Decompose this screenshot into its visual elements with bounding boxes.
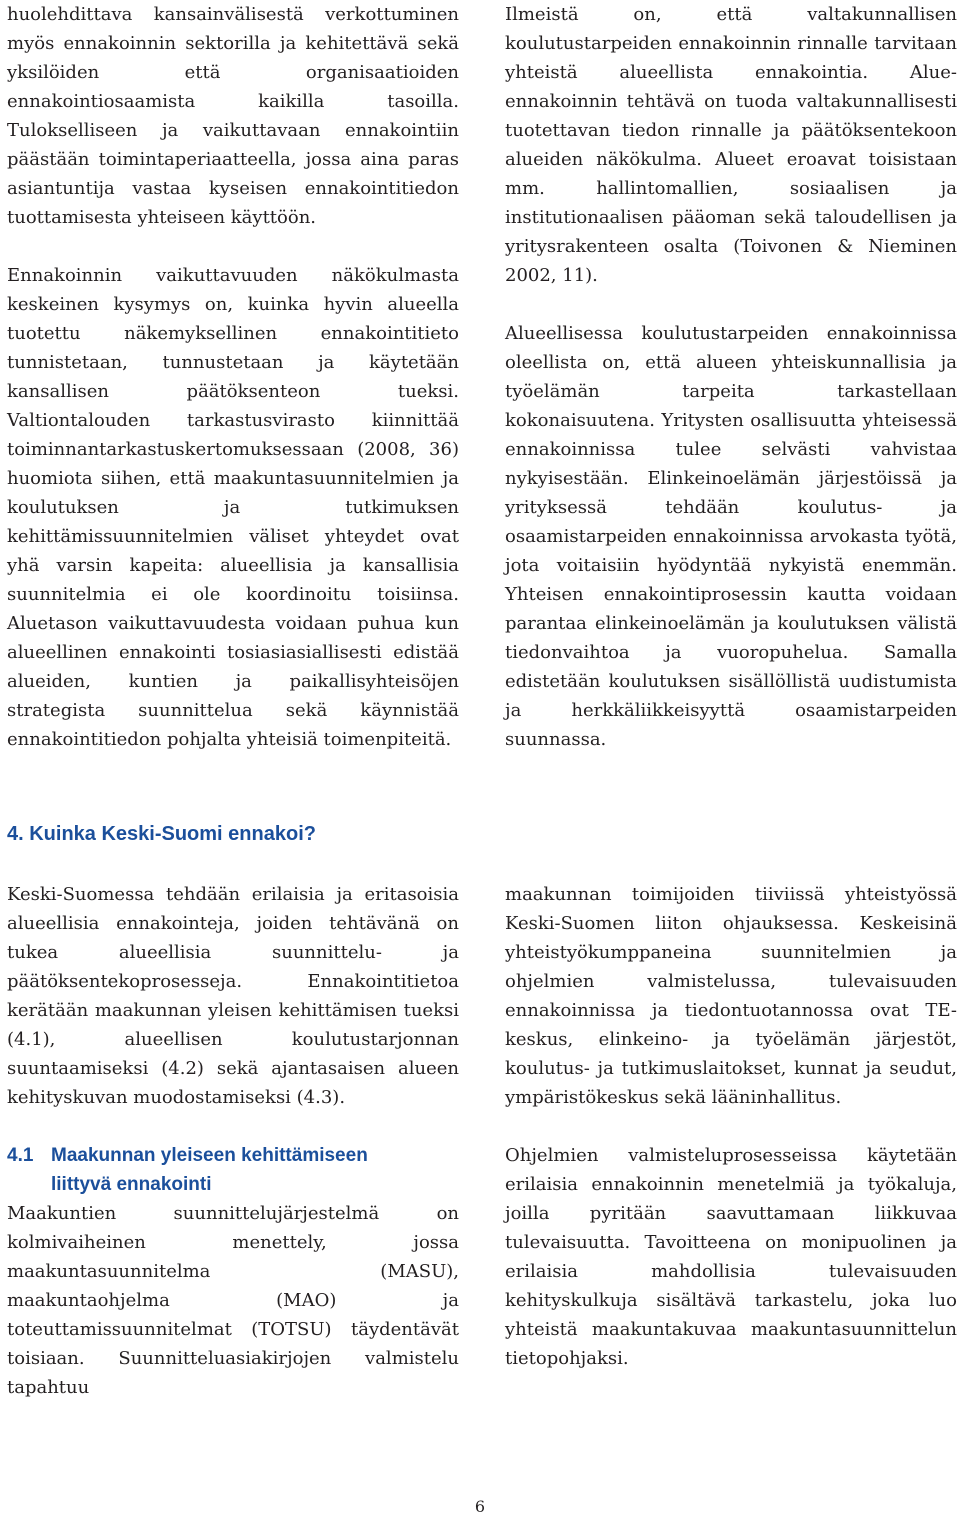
subsection-4-1	[7, 1141, 459, 1402]
paragraph: Ennakoinnin vaikuttavuuden näkökulmasta keskeinen kysymys on, kuinka hyvin alueella tuotettu näkemyksellinen ennakointitieto tunnistetaan, tunnustetaan ja käytetään kansallisen päätöksenteon tueksi. Valtiontalouden tarkastusvirasto kiinnittää toiminnantarkastuskertomuksessaan (2008, 36) huomiota siihen, että maakuntasuunnitelmien ja koulutuksen ja tutkimuksen kehittämissuunnitelmien väliset yhteydet ovat yhä varsin kapeita: alueellisia ja kansallisia suunnitelmia ei ole koordinoitu toisiinsa. Aluetason vaikuttavuudesta voidaan puhua kun alueellinen ennakointi tosiasiasiallisesti edistää alueiden, kuntien ja paikallisyhteisöjen strategista suunnittelua sekä käynnistää ennakointitiedon pohjalta yhteisiä toimenpiteitä.	[7, 265, 459, 750]
paragraph: huolehdittava kansainvälisestä verkottuminen myös ennakoinnin sektorilla ja kehitettävä sekä yksilöiden että organisaatioiden ennakointiosaamista kaikilla tasoilla. Tulokselliseen ja vaikuttavaan ennakointiin päästään toimintaperiaatteella, jossa aina paras asiantuntija vastaa kyseisen ennakointitiedon tuottamisesta yhteiseen käyttöön.	[7, 4, 459, 228]
subsection-title-line1: Maakunnan yleiseen kehittämiseen	[51, 1145, 368, 1166]
page-number: 6	[474, 1497, 486, 1516]
section-heading: 4. Kuinka Keski-Suomi ennakoi?	[7, 823, 316, 845]
subsection-heading	[7, 1141, 459, 1199]
bottom-left-column	[7, 880, 459, 1402]
top-left-column	[7, 0, 459, 754]
paragraph: Ilmeistä on, että valtakunnallisen koulutustarpeiden ennakoinnin rinnalle tarvitaan yhteistä alueellista ennakointia. Alue-ennakoinnin tehtävä on tuoda valtakunnallisesti tuotettavan tiedon rinnalle ja päätöksentekoon alueiden näkökulma. Alueet eroavat toisistaan mm. hallintomallien, sosiaalisen ja institutionaalisen pääoman sekä taloudellisen ja yritysrakenteen osalta (Toivonen & Nieminen 2002, 11).	[505, 4, 957, 286]
bottom-right-column	[505, 880, 957, 1373]
intro-paragraph: Keski-Suomessa tehdään erilaisia ja eritasoisia alueellisia ennakointeja, joiden tehtävänä on tukea alueellisia suunnittelu- ja päätöksentekoprosesseja. Ennakointitietoa kerätään maakunnan yleisen kehittämisen tueksi (4.1), alueellisen koulutustarjonnan suuntaamiseksi (4.2) sekä ajantasaisen alueen kehityskuvan muodostamiseksi (4.3).	[7, 884, 459, 1108]
subsection-title-line2: liittyvä ennakointi	[51, 1174, 212, 1195]
top-right-column	[505, 0, 957, 754]
subsection-number: 4.1	[7, 1145, 34, 1166]
paragraph: Alueellisessa koulutustarpeiden ennakoinnissa oleellista on, että alueen yhteiskunnallisia ja työelämän tarpeita tarkastellaan kokonaisuutena. Yritysten osallisuutta yhteisessä ennakoinnissa tulee selvästi vahvistaa nykyisestään. Elinkeinoelämän järjestöissä ja yrityksessä tehdään koulutus- ja osaamistarpeiden ennakoinnissa arvokasta työtä, jota voitaisiin hyödyntää nykyistä enemmän. Yhteisen ennakointiprosessin kautta voidaan parantaa elinkeinoelämän ja koulutuksen välistä tiedonvaihtoa ja vuoropuhelua. Samalla edistetään koulutuksen sisällöllistä uudistumista ja herkkäliikkeisyyttä osaamistarpeiden suunnassa.	[505, 323, 957, 750]
subsection-paragraph: Maakuntien suunnittelujärjestelmä on kolmivaiheinen menettely, jossa maakuntasuunnitelma (MASU), maakuntaohjelma (MAO) ja toteuttamissuunnitelmat (TOTSU) täydentävät toisiaan. Suunnitteluasiakirjojen valmistelu tapahtuu	[7, 1203, 459, 1398]
paragraph: Ohjelmien valmisteluprosesseissa käytetään erilaisia ennakoinnin menetelmiä ja työkaluja, joilla pyritään saavuttamaan liikkuvaa tulevaisuutta. Tavoitteena on monipuolinen ja erilaisia mahdollisia tulevaisuuden kehityskulkuja sisältävä tarkastelu, joka luo yhteistä maakuntakuvaa maakuntasuunnittelun tietopohjaksi.	[505, 1145, 957, 1369]
paragraph: maakunnan toimijoiden tiiviissä yhteistyössä Keski-Suomen liiton ohjauksessa. Keskeisinä yhteistyökumppaneina suunnitelmien ja ohjelmien valmistelussa, tulevaisuuden ennakoinnissa ja tiedontuotannossa ovat TE-keskus, elinkeino- ja työelämän järjestöt, koulutus- ja tutkimuslaitokset, kunnat ja seudut, ympäristökeskus sekä lääninhallitus.	[505, 884, 957, 1108]
